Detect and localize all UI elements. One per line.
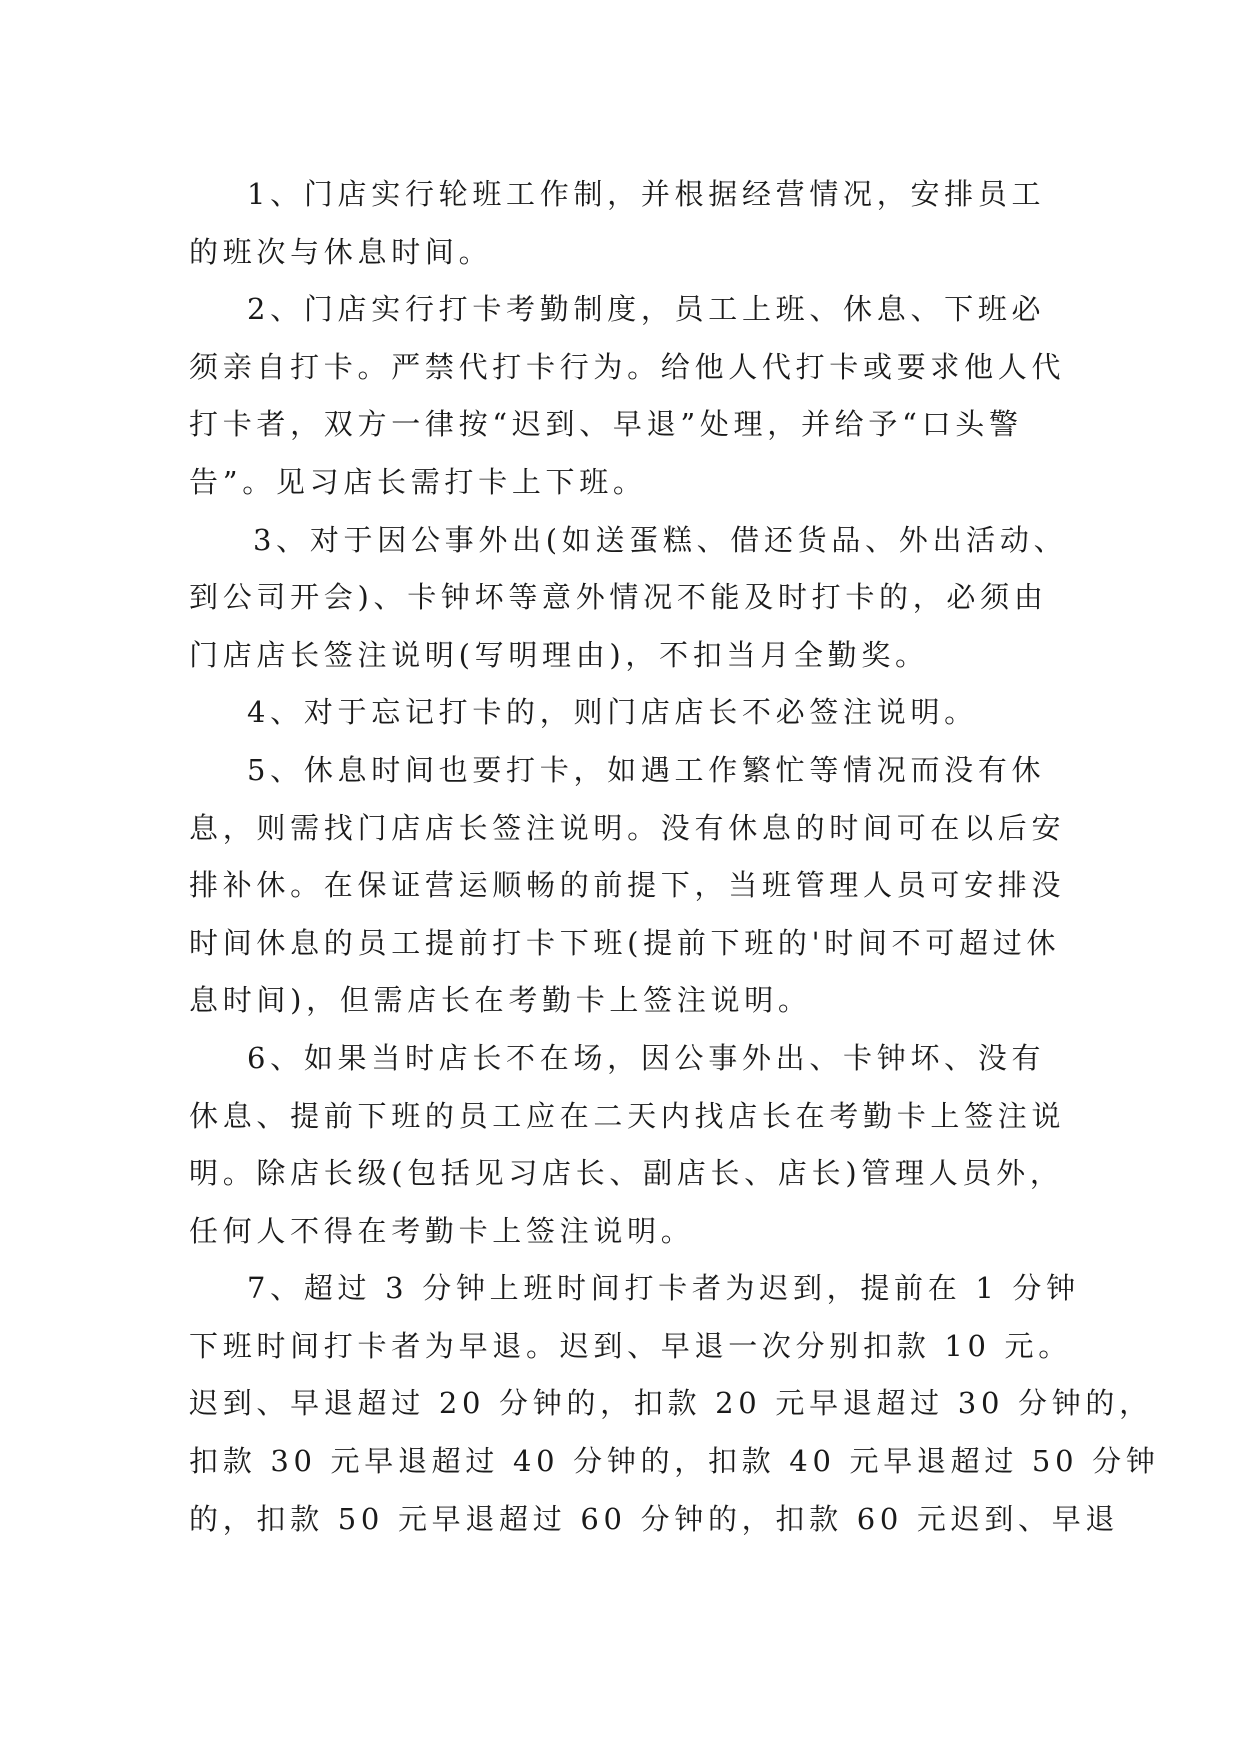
paragraph-line: 时间休息的员工提前打卡下班(提前下班的'时间不可超过休 <box>189 925 1061 960</box>
paragraph-line: 6、如果当时店长不在场，因公事外出、卡钟坏、没有 <box>247 1040 1046 1075</box>
paragraph-line: 息，则需找门店店长签注说明。没有休息的时间可在以后安 <box>189 810 1066 845</box>
paragraph-line: 明。除店长级(包括见习店长、副店长、店长)管理人员外， <box>189 1156 1064 1191</box>
paragraph-4 <box>189 684 1049 742</box>
paragraph-6 <box>189 1030 1066 1260</box>
paragraph-3 <box>189 512 1068 685</box>
paragraph-line: 告”。见习店长需打卡上下班。 <box>189 464 647 499</box>
paragraph-line: 下班时间打卡者为早退。迟到、早退一次分别扣款 10 元。 <box>189 1328 1072 1363</box>
paragraph-line: 打卡者，双方一律按“迟到、早退”处理，并给予“口头警 <box>189 407 1023 442</box>
paragraph-line: 休息、提前下班的员工应在二天内找店长在考勤卡上签注说 <box>189 1098 1066 1133</box>
paragraph-7 <box>189 1260 1160 1548</box>
paragraph-line: 须亲自打卡。严禁代打卡行为。给他人代打卡或要求他人代 <box>189 349 1066 384</box>
paragraph-2 <box>189 281 1066 511</box>
paragraph-line: 迟到、早退超过 20 分钟的，扣款 20 元早退超过 30 分钟的， <box>189 1386 1153 1421</box>
paragraph-line: 排补休。在保证营运顺畅的前提下，当班管理人员可安排没 <box>189 868 1066 903</box>
paragraph-line: 7、超过 3 分钟上班时间打卡者为迟到，提前在 1 分钟 <box>247 1271 1080 1306</box>
paragraph-line: 1、门店实行轮班工作制，并根据经营情况，安排员工 <box>247 177 1046 211</box>
paragraph-line: 5、休息时间也要打卡，如遇工作繁忙等情况而没有休 <box>247 752 1046 787</box>
document-body <box>189 166 1160 1548</box>
paragraph-line: 息时间)，但需店长在考勤卡上签注说明。 <box>189 983 812 1018</box>
paragraph-line: 4、对于忘记打卡的，则门店店长不必签注说明。 <box>247 695 978 730</box>
paragraph-line: 3、对于因公事外出(如送蛋糕、借还货品、外出活动、 <box>253 522 1068 557</box>
paragraph-1 <box>189 166 1049 281</box>
paragraph-line: 的班次与休息时间。 <box>189 234 493 269</box>
paragraph-line: 扣款 30 元早退超过 40 分钟的，扣款 40 元早退超过 50 分钟 <box>189 1444 1160 1479</box>
paragraph-5 <box>189 742 1066 1030</box>
paragraph-line: 任何人不得在考勤卡上签注说明。 <box>189 1213 695 1248</box>
paragraph-line: 2、门店实行打卡考勤制度，员工上班、休息、下班必 <box>247 292 1046 327</box>
paragraph-line: 的，扣款 50 元早退超过 60 分钟的，扣款 60 元迟到、早退 <box>189 1501 1120 1536</box>
paragraph-line: 门店店长签注说明(写明理由)，不扣当月全勤奖。 <box>189 637 929 672</box>
paragraph-line: 到公司开会)、卡钟坏等意外情况不能及时打卡的，必须由 <box>189 580 1048 615</box>
